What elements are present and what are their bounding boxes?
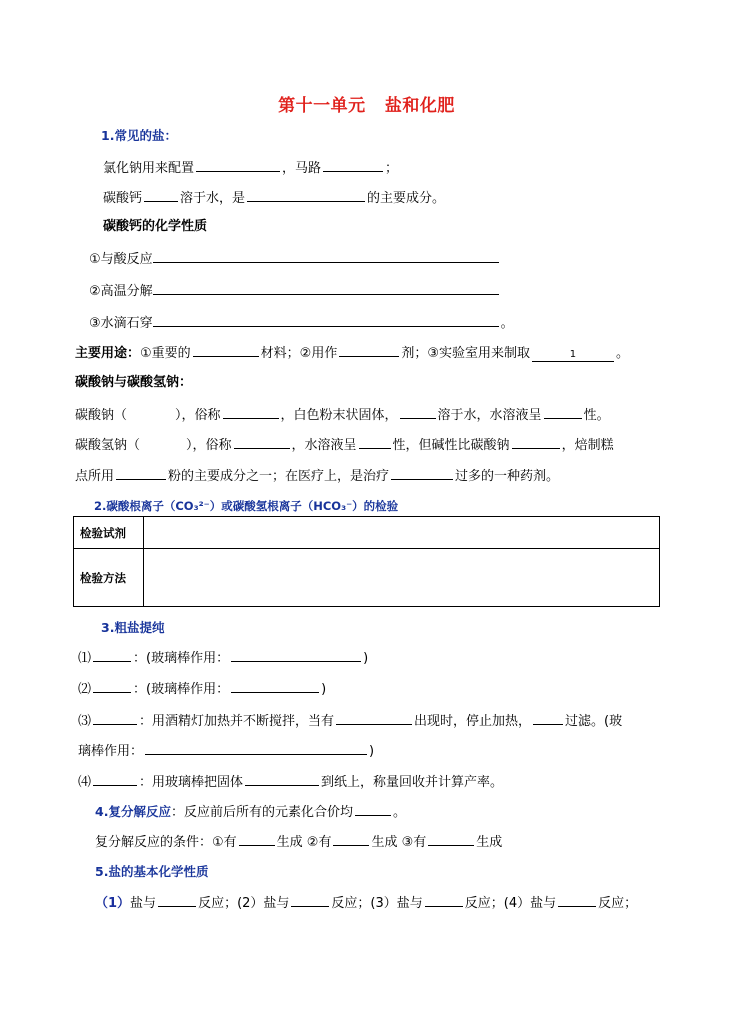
- blank[interactable]: [323, 158, 383, 172]
- na2co3-line: [75, 405, 610, 425]
- blank[interactable]: [339, 343, 399, 357]
- caco3-chem-heading: 碳酸钙的化学性质: [103, 219, 208, 234]
- item-2-label: ②高温分解: [89, 284, 153, 299]
- conditions-line: [95, 832, 502, 852]
- blank[interactable]: [144, 188, 178, 202]
- blank[interactable]: [231, 679, 319, 693]
- test-method-label: 检验方法: [74, 549, 144, 607]
- blank[interactable]: [158, 893, 196, 907]
- blank[interactable]: [533, 711, 563, 725]
- ion-test-table: [73, 516, 660, 607]
- item-1-label: ①与酸反应: [89, 252, 153, 267]
- property-text-c: 反应；(3）盐与: [331, 896, 423, 911]
- blank[interactable]: [400, 405, 436, 419]
- property-text-d: 反应；(4）盐与: [464, 896, 557, 911]
- blank[interactable]: [239, 832, 275, 846]
- item-3-end: 。: [500, 316, 514, 331]
- blank[interactable]: [93, 679, 131, 693]
- blank[interactable]: [231, 648, 361, 662]
- na2co3-text-e: 性。: [583, 408, 610, 423]
- blank[interactable]: [391, 466, 453, 480]
- step-4-text-a: ：用玻璃棒把固体: [139, 775, 244, 790]
- caco3-text-c: 的主要成分。: [367, 191, 446, 206]
- caco3-text-a: 碳酸钙: [103, 191, 143, 206]
- blank[interactable]: [153, 281, 499, 295]
- property-1-num: （1）: [95, 896, 131, 911]
- property-text-a: 盐与: [130, 896, 157, 911]
- step-2: [78, 679, 326, 699]
- salt-properties-line: [95, 893, 637, 913]
- section-4-text-a: ：反应前后所有的元素化合价均: [170, 805, 353, 820]
- nahco3-line-2: [75, 466, 559, 486]
- step-3-cont: [78, 741, 374, 761]
- test-method-cell[interactable]: [144, 549, 660, 607]
- blank[interactable]: [333, 832, 369, 846]
- cond-text-c: 生成 ③有: [371, 835, 427, 850]
- uses-text-a: ①重要的: [140, 346, 191, 361]
- section-3-heading: 3.粗盐提纯: [101, 620, 165, 635]
- nacl-text-a: 氯化钠用来配置: [103, 161, 195, 176]
- step-3: [78, 711, 622, 731]
- step-3-num: ⑶: [78, 714, 92, 729]
- uses-text-c: 剂；③实验室用来制取: [401, 346, 530, 361]
- nahco3-text-c: ，水溶液呈: [291, 438, 357, 453]
- blank[interactable]: [544, 405, 582, 419]
- blank[interactable]: [425, 893, 463, 907]
- blank[interactable]: [93, 772, 137, 786]
- blank[interactable]: [336, 711, 412, 725]
- blank[interactable]: [116, 466, 166, 480]
- section-4-text-b: 。: [392, 805, 406, 820]
- cond-text-a: 复分解反应的条件：①有: [95, 835, 237, 850]
- blank[interactable]: [223, 405, 279, 419]
- step-4: [78, 772, 503, 792]
- na-carbonates-heading: 碳酸钠与碳酸氢钠：: [75, 375, 193, 390]
- blank[interactable]: [247, 188, 365, 202]
- nahco3-text-g: 粉的主要成分之一；在医疗上，是治疗: [168, 469, 390, 484]
- chem-item-1: [89, 249, 501, 269]
- cond-text-b: 生成 ②有: [276, 835, 332, 850]
- blank[interactable]: [93, 648, 131, 662]
- step-2-end: ): [321, 682, 327, 697]
- blank[interactable]: [512, 435, 560, 449]
- nacl-text-b: ，马路: [282, 161, 322, 176]
- blank[interactable]: [245, 772, 319, 786]
- section-4-heading: 4.复分解反应: [95, 804, 171, 819]
- item-3-label: ③水滴石穿: [89, 316, 153, 331]
- uses-end: 。: [615, 346, 629, 361]
- nahco3-text-e: ，焙制糕: [561, 438, 614, 453]
- chem-item-2: [89, 281, 501, 301]
- nacl-line: [103, 158, 398, 178]
- step-3-end: ): [369, 744, 375, 759]
- page-title: 第十一单元 盐和化肥: [278, 96, 455, 116]
- blank[interactable]: [196, 158, 280, 172]
- cond-text-d: 生成: [476, 835, 503, 850]
- na2co3-text-a: 碳酸钠（: [75, 408, 128, 423]
- step-1-num: ⑴: [78, 651, 92, 666]
- step-1: [78, 648, 368, 668]
- uses-line: [75, 343, 629, 363]
- property-text-e: 反应；: [598, 896, 638, 911]
- blank[interactable]: [355, 802, 391, 816]
- na2co3-text-b: ），俗称: [175, 408, 221, 423]
- nahco3-text-d: 性，但碱性比碳酸钠: [392, 438, 510, 453]
- step-1-text: ：(玻璃棒作用：: [133, 651, 230, 666]
- blank[interactable]: [428, 832, 474, 846]
- uses-text-b: 材料；②用作: [260, 346, 338, 361]
- step-3-text-b: 出现时，停止加热，: [414, 714, 532, 729]
- step-2-text: ：(玻璃棒作用：: [133, 682, 230, 697]
- step-4-num: ⑷: [78, 775, 92, 790]
- caco3-text-b: 溶于水，是: [180, 191, 246, 206]
- section-2-heading: 2.碳酸根离子（CO₃²⁻）或碳酸氢根离子（HCO₃⁻）的检验: [94, 499, 399, 513]
- test-reagent-label: 检验试剂: [74, 517, 144, 549]
- blank[interactable]: [359, 435, 391, 449]
- nahco3-text-b: ），俗称: [186, 438, 232, 453]
- section-1-heading: 1.常见的盐：: [101, 128, 177, 143]
- step-3-text-c: 过滤。(玻: [565, 714, 623, 729]
- uses-label: 主要用途：: [75, 346, 141, 361]
- blank[interactable]: [153, 313, 499, 327]
- nahco3-line: [75, 435, 614, 455]
- blank[interactable]: [291, 893, 329, 907]
- na2co3-text-c: ，白色粉末状固体，: [280, 408, 398, 423]
- step-1-end: ): [363, 651, 369, 666]
- table-row: [74, 517, 660, 549]
- filled-blank[interactable]: 1: [532, 348, 614, 362]
- step-2-num: ⑵: [78, 682, 92, 697]
- property-text-b: 反应；(2）盐与: [198, 896, 290, 911]
- table-row: [74, 549, 660, 607]
- nahco3-text-h: 过多的一种药剂。: [455, 469, 560, 484]
- blank[interactable]: [234, 435, 290, 449]
- step-3-text-a: ：用酒精灯加热并不断搅拌，当有: [139, 714, 335, 729]
- section-4-line: [95, 802, 406, 822]
- section-5-heading: 5.盐的基本化学性质: [95, 864, 209, 879]
- blank[interactable]: [193, 343, 259, 357]
- na2co3-text-d: 溶于水，水溶液呈: [437, 408, 542, 423]
- nahco3-text-f: 点所用: [75, 469, 115, 484]
- nacl-text-c: ；: [385, 161, 399, 176]
- blank[interactable]: [93, 711, 137, 725]
- blank[interactable]: [153, 249, 499, 263]
- step-3-text-d: 璃棒作用：: [78, 744, 144, 759]
- blank[interactable]: [558, 893, 596, 907]
- test-reagent-cell[interactable]: [144, 517, 660, 549]
- nahco3-text-a: 碳酸氢钠（: [75, 438, 141, 453]
- chem-item-3: [89, 313, 514, 333]
- caco3-line: [103, 188, 445, 208]
- step-4-text-b: 到纸上，称量回收并计算产率。: [321, 775, 504, 790]
- blank[interactable]: [145, 741, 367, 755]
